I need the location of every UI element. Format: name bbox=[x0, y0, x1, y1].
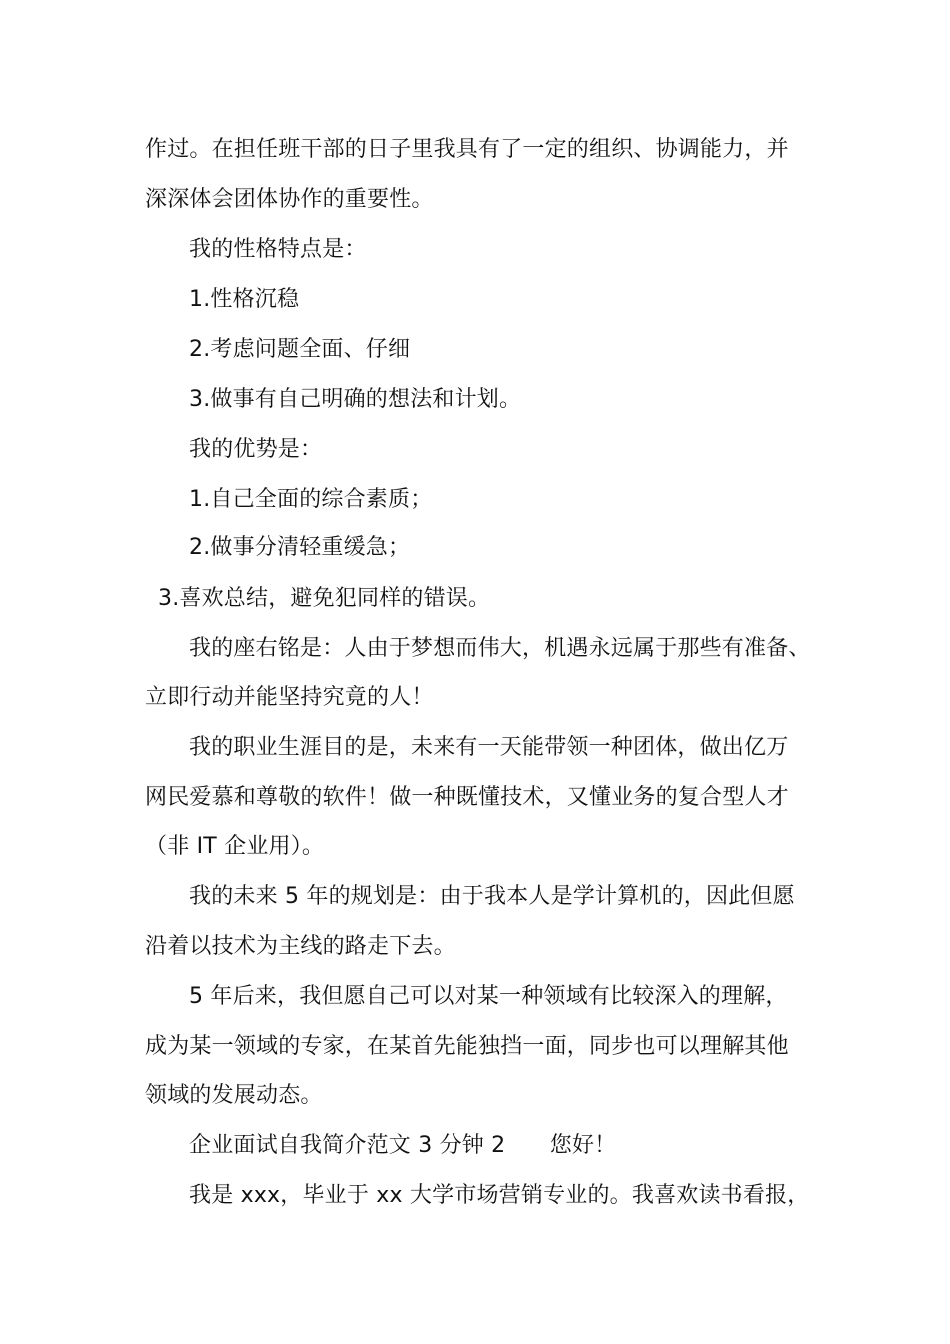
text-line: 我的职业生涯目的是，未来有一天能带领一种团体，做出亿万 bbox=[189, 735, 789, 760]
text-line: 3.喜欢总结，避免犯同样的错误。 bbox=[158, 586, 491, 611]
text-line: 2.做事分清轻重缓急； bbox=[189, 535, 411, 560]
text-line: 1.性格沉稳 bbox=[189, 287, 300, 312]
text-line: 成为某一领域的专家，在某首先能独挡一面，同步也可以理解其他 bbox=[145, 1034, 789, 1059]
text-line: 沿着以技术为主线的路走下去。 bbox=[145, 934, 456, 959]
text-line: 我的性格特点是： bbox=[189, 237, 367, 262]
text-line: 3.做事有自己明确的想法和计划。 bbox=[189, 387, 522, 412]
text-line: 网民爱慕和尊敬的软件！做一种既懂技术，又懂业务的复合型人才 bbox=[145, 785, 789, 810]
text-line: （非 IT 企业用）。 bbox=[145, 834, 325, 859]
text-line: 我的座右铭是：人由于梦想而伟大，机遇永远属于那些有准备、 bbox=[189, 636, 811, 661]
text-line: 深深体会团体协作的重要性。 bbox=[145, 187, 434, 212]
text-line: 1.自己全面的综合素质； bbox=[189, 487, 433, 512]
text-line: 我是 xxx，毕业于 xx 大学市场营销专业的。我喜欢读书看报， bbox=[189, 1183, 810, 1208]
text-line: 立即行动并能坚持究竟的人！ bbox=[145, 685, 434, 710]
text-line: 我的优势是： bbox=[189, 437, 323, 462]
text-line: 作过。在担任班干部的日子里我具有了一定的组织、协调能力，并 bbox=[145, 137, 789, 162]
text-line: 我的未来 5 年的规划是：由于我本人是学计算机的，因此但愿 bbox=[189, 884, 795, 909]
text-line: 领域的发展动态。 bbox=[145, 1083, 323, 1108]
text-line: 企业面试自我简介范文 3 分钟 2 您好！ bbox=[189, 1133, 617, 1158]
text-line: 5 年后来，我但愿自己可以对某一种领域有比较深入的理解， bbox=[189, 984, 788, 1009]
text-line: 2.考虑问题全面、仔细 bbox=[189, 337, 411, 362]
